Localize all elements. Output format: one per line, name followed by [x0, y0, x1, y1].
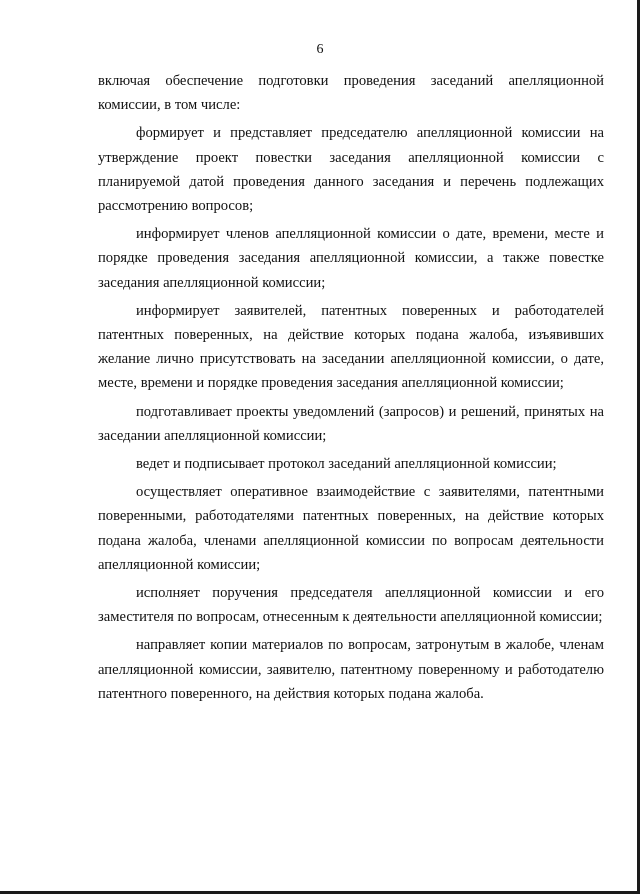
paragraph-protocol: ведет и подписывает протокол заседаний апелляционной комиссии; — [136, 456, 557, 473]
paragraph-instructions: исполняет поручения председателя апелляционной комиссии и его заместителя по вопросам, отнесенным к деятельности апелляционной комиссии; — [98, 585, 604, 626]
paragraph-inform-members: информирует членов апелляционной комиссии о дате, времени, месте и порядке проведения заседания апелляционной комиссии, а также повестке заседания апелляционной комиссии; — [98, 226, 604, 291]
paragraph-send-copies: направляет копии материалов по вопросам, затронутым в жалобе, членам апелляционной комиссии, заявителю, патентному поверенному и работодателю патентного поверенного, на действия которых подана жалоба. — [98, 637, 604, 702]
paragraph-interaction: осуществляет оперативное взаимодействие с заявителями, патентными поверенными, работодателями патентных поверенных, на действие которых подана жалоба, членами апелляционной комиссии по вопросам деятельности апелляционной комиссии; — [98, 484, 604, 573]
document-body — [98, 69, 604, 710]
paragraph-inform-applicants: информирует заявителей, патентных поверенных и работодателей патентных поверенных, на действие которых подана жалоба, изъявивших желание лично присутствовать на заседании апелляционной комиссии, о дате, месте, времени и порядке проведения заседания апелляционной комиссии; — [98, 302, 604, 392]
paragraph-intro: включая обеспечение подготовки проведения заседаний апелляционной комиссии, в том числе: — [98, 73, 604, 114]
page-number: 6 — [316, 42, 324, 57]
paragraph-prepare-drafts: подготавливает проекты уведомлений (запросов) и решений, принятых на заседании апелляционной комиссии; — [98, 403, 604, 444]
paragraph-agenda: формирует и представляет председателю апелляционной комиссии на утверждение проект повестки заседания апелляционной комиссии с планируемой датой проведения данного заседания и перечень подлежащих рассмотрению вопросов; — [98, 125, 604, 215]
